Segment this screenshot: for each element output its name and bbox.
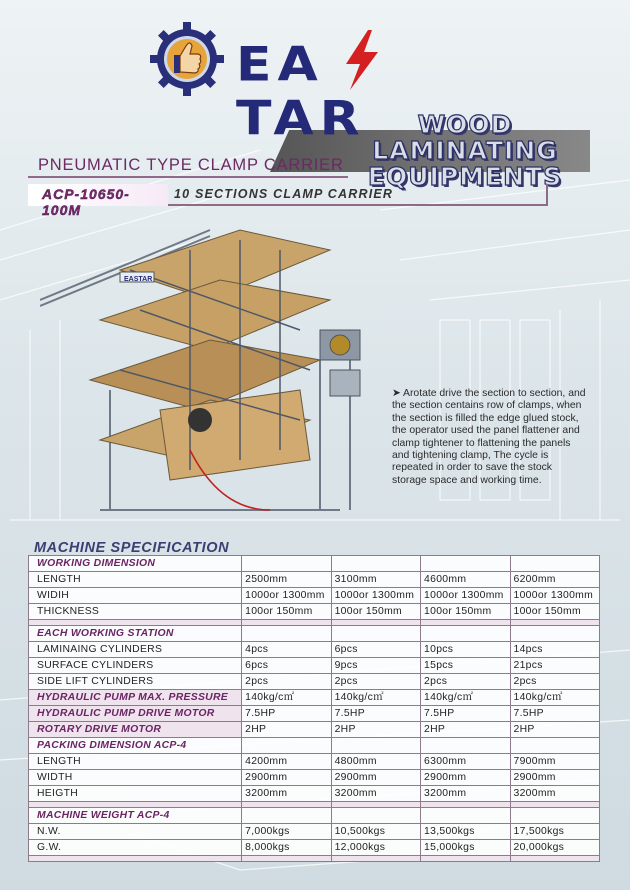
- spec-table: [28, 555, 600, 862]
- table-section-header: [29, 738, 600, 754]
- brand-right: TAR: [236, 92, 366, 146]
- spec-table-wrap: [28, 555, 600, 862]
- table-section-header: [29, 808, 600, 824]
- table-separator: [29, 856, 600, 862]
- model-tag: [28, 184, 168, 218]
- section-header-station: EACH WORKING STATION: [29, 626, 242, 642]
- description-text: ➤ Arotate drive the section to section, and the section centains row of clamps, when the section is filled the edge glued stock, the operator used the panel flattener and clamp tightener to flattening the panels and tightening clamp, The cycle is repeated in order to save the stock storage space and working time.: [392, 388, 586, 486]
- clamp-sections: [90, 230, 330, 480]
- model-bar: [28, 184, 548, 218]
- title-line-2: EQUIPMENTS: [367, 162, 563, 191]
- table-row: WIDIH 1000or 1300mm 1000or 1300mm 1000or 1300mm 1000or 1300mm: [29, 588, 600, 604]
- table-row: HYDRAULIC PUMP DRIVE MOTOR 7.5HP 7.5HP 7.5HP 7.5HP: [29, 706, 600, 722]
- table-row: N.W. 7,000kgs 10,500kgs 13,500kgs 17,500kgs: [29, 824, 600, 840]
- table-row: SIDE LIFT CYLINDERS 2pcs 2pcs 2pcs 2pcs: [29, 674, 600, 690]
- table-row: HEIGTH 3200mm 3200mm 3200mm 3200mm: [29, 786, 600, 802]
- table-row: ROTARY DRIVE MOTOR 2HP 2HP 2HP 2HP: [29, 722, 600, 738]
- table-row: SURFACE CYLINDERS 6pcs 9pcs 15pcs 21pcs: [29, 658, 600, 674]
- table-section-header: [29, 556, 600, 572]
- section-header-weight: MACHINE WEIGHT ACP-4: [29, 808, 242, 824]
- table-row: LENGTH 4200mm 4800mm 6300mm 7900mm: [29, 754, 600, 770]
- machine-label: EASTAR: [124, 276, 153, 283]
- section-header-working: WORKING DIMENSION: [29, 556, 242, 572]
- section-header-packing: PACKING DIMENSION ACP-4: [29, 738, 242, 754]
- spec-title: MACHINE SPECIFICATION: [34, 540, 230, 556]
- thumbs-up-gear-icon: [150, 22, 224, 96]
- control-box: [330, 370, 360, 396]
- brand-logo: [150, 22, 480, 146]
- model-description: 10 SECTIONS CLAMP CARRIER: [174, 187, 394, 201]
- table-row: G.W. 8,000kgs 12,000kgs 15,000kgs 20,000kgs: [29, 840, 600, 856]
- table-row: HYDRAULIC PUMP MAX. PRESSURE 140kg/c㎡ 140kg/c㎡ 140kg/c㎡ 140kg/c㎡: [29, 690, 600, 706]
- model-code: ACP-10650-100M: [42, 186, 130, 218]
- brand-left: EA: [236, 38, 324, 92]
- table-row: THICKNESS 100or 150mm 100or 150mm 100or 150mm 100or 150mm: [29, 604, 600, 620]
- table-row: LAMINAING CYLINDERS 4pcs 6pcs 10pcs 14pcs: [29, 642, 600, 658]
- table-row: WIDTH 2900mm 2900mm 2900mm 2900mm: [29, 770, 600, 786]
- table-row: LENGTH 2500mm 3100mm 4600mm 6200mm: [29, 572, 600, 588]
- table-section-header: [29, 626, 600, 642]
- subtitle-rule: [28, 176, 348, 178]
- title-line-1: WOOD LAMINATING: [372, 110, 558, 165]
- lightning-bolt-icon: [338, 28, 384, 92]
- product-title: [330, 112, 600, 190]
- subtitle: PNEUMATIC TYPE CLAMP CARRIER: [38, 156, 344, 174]
- clamp-carrier-machine-image: [40, 210, 400, 530]
